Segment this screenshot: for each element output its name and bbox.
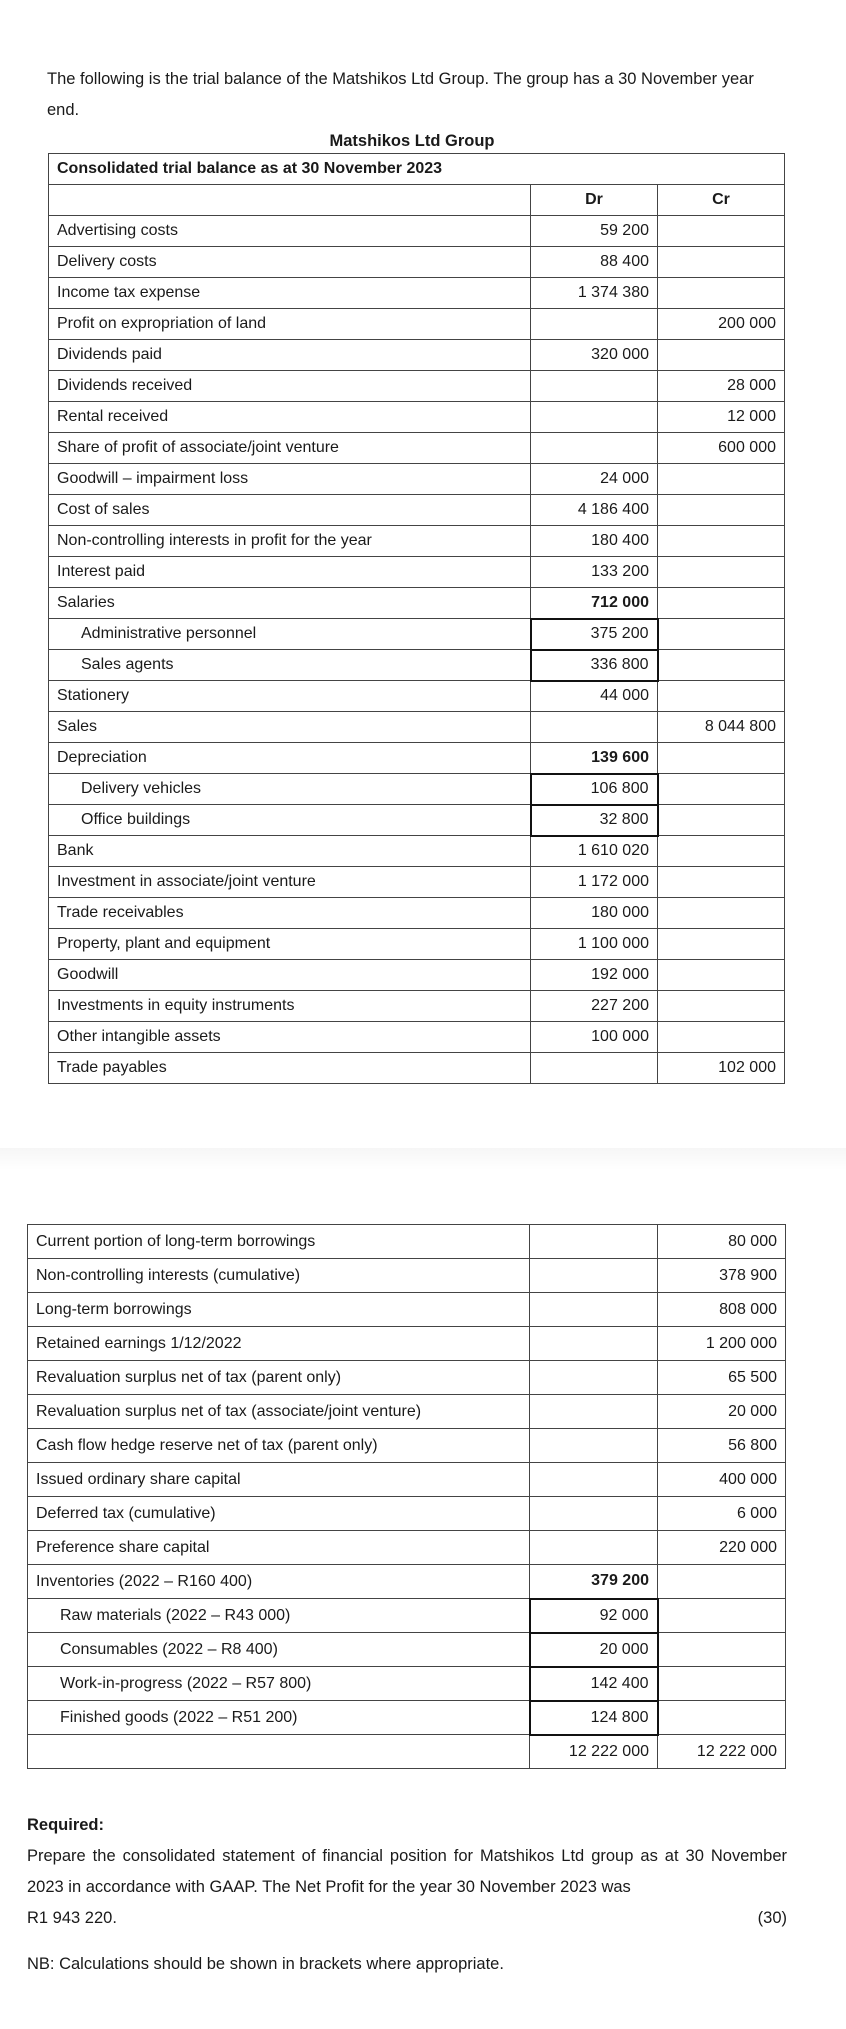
table-row <box>49 278 785 309</box>
row-cr-amount: 28 000 <box>658 371 785 402</box>
row-dr-amount: 180 400 <box>531 526 658 557</box>
table-row <box>28 1361 786 1395</box>
row-label: Non-controlling interests in profit for the year <box>49 526 531 557</box>
table-row <box>28 1293 786 1327</box>
row-label: Investments in equity instruments <box>49 991 531 1022</box>
row-label: Rental received <box>49 402 531 433</box>
row-label: Deferred tax (cumulative) <box>28 1497 530 1531</box>
row-dr-amount: 180 000 <box>531 898 658 929</box>
row-cr-amount <box>658 805 785 836</box>
table-row <box>49 774 785 805</box>
table-row <box>28 1667 786 1701</box>
row-dr-amount: 379 200 <box>530 1565 658 1599</box>
table-row <box>49 991 785 1022</box>
row-cr-amount <box>658 929 785 960</box>
row-label: Advertising costs <box>49 216 531 247</box>
row-dr-amount: 336 800 <box>531 650 658 681</box>
trial-balance-table-part2 <box>27 1224 786 1769</box>
row-cr-amount <box>658 774 785 805</box>
table-row <box>49 216 785 247</box>
table-header-row <box>49 185 785 216</box>
table-row <box>28 1633 786 1667</box>
row-label: Retained earnings 1/12/2022 <box>28 1327 530 1361</box>
table-row <box>28 1429 786 1463</box>
row-label: Consumables (2022 – R8 400) <box>28 1633 530 1667</box>
table-row <box>49 712 785 743</box>
row-label: Trade receivables <box>49 898 531 929</box>
row-cr-amount <box>658 247 785 278</box>
row-label: Goodwill – impairment loss <box>49 464 531 495</box>
row-cr-amount <box>658 619 785 650</box>
row-label: Inventories (2022 – R160 400) <box>28 1565 530 1599</box>
table-row <box>49 247 785 278</box>
table-row <box>49 1053 785 1084</box>
row-cr-amount <box>658 1633 786 1667</box>
marks: (30) <box>757 1909 787 1927</box>
page-break <box>0 1148 846 1170</box>
row-dr-amount: 1 374 380 <box>531 278 658 309</box>
row-label: Work-in-progress (2022 – R57 800) <box>28 1667 530 1701</box>
row-cr-amount <box>658 1599 786 1633</box>
row-dr-amount <box>531 433 658 464</box>
table-row <box>49 495 785 526</box>
required-amount-line <box>27 1903 787 1934</box>
required-section <box>27 1810 787 1934</box>
row-cr-amount: 102 000 <box>658 1053 785 1084</box>
row-dr-amount <box>530 1497 658 1531</box>
row-cr-amount <box>658 526 785 557</box>
table-row <box>49 433 785 464</box>
row-dr-amount: 227 200 <box>531 991 658 1022</box>
table-row <box>28 1599 786 1633</box>
header-dr: Dr <box>531 185 658 216</box>
row-cr-amount <box>658 1701 786 1735</box>
row-label: Issued ordinary share capital <box>28 1463 530 1497</box>
row-label: Delivery vehicles <box>49 774 531 805</box>
table-row <box>49 309 785 340</box>
row-dr-amount: 20 000 <box>530 1633 658 1667</box>
row-cr-amount <box>658 216 785 247</box>
row-label: Revaluation surplus net of tax (associate/joint venture) <box>28 1395 530 1429</box>
row-cr-amount: 65 500 <box>658 1361 786 1395</box>
table-row <box>49 650 785 681</box>
row-cr-amount <box>658 340 785 371</box>
row-cr-amount <box>658 960 785 991</box>
row-dr-amount <box>531 371 658 402</box>
header-cr: Cr <box>658 185 785 216</box>
total-dr: 12 222 000 <box>530 1735 658 1769</box>
totals-row <box>28 1735 786 1769</box>
table-row <box>28 1565 786 1599</box>
table-row <box>28 1701 786 1735</box>
row-dr-amount: 712 000 <box>531 588 658 619</box>
row-dr-amount: 106 800 <box>531 774 658 805</box>
net-profit-amount: R1 943 220. <box>27 1909 117 1927</box>
row-label: Delivery costs <box>49 247 531 278</box>
row-cr-amount: 220 000 <box>658 1531 786 1565</box>
row-dr-amount: 320 000 <box>531 340 658 371</box>
row-cr-amount <box>658 867 785 898</box>
row-label: Property, plant and equipment <box>49 929 531 960</box>
row-dr-amount: 1 172 000 <box>531 867 658 898</box>
table-row <box>49 619 785 650</box>
trial-balance-table-part1 <box>48 153 785 1084</box>
row-cr-amount <box>658 898 785 929</box>
table-row <box>49 743 785 774</box>
row-label: Non-controlling interests (cumulative) <box>28 1259 530 1293</box>
row-dr-amount <box>530 1225 658 1259</box>
row-cr-amount: 80 000 <box>658 1225 786 1259</box>
table-row <box>28 1463 786 1497</box>
row-label: Raw materials (2022 – R43 000) <box>28 1599 530 1633</box>
table-row <box>49 805 785 836</box>
intro-paragraph: The following is the trial balance of the Matshikos Ltd Group. The group has a 30 November year end. <box>47 70 754 119</box>
row-dr-amount: 139 600 <box>531 743 658 774</box>
row-label: Administrative personnel <box>49 619 531 650</box>
row-cr-amount <box>658 495 785 526</box>
row-label: Other intangible assets <box>49 1022 531 1053</box>
row-dr-amount <box>530 1361 658 1395</box>
row-dr-amount: 124 800 <box>530 1701 658 1735</box>
nb-note: NB: Calculations should be shown in brackets where appropriate. <box>27 1955 504 1973</box>
row-label: Dividends received <box>49 371 531 402</box>
row-label: Depreciation <box>49 743 531 774</box>
totals-label-cell <box>28 1735 530 1769</box>
row-dr-amount: 375 200 <box>531 619 658 650</box>
group-name: Matshikos Ltd Group <box>329 132 495 150</box>
row-label: Office buildings <box>49 805 531 836</box>
row-dr-amount <box>530 1395 658 1429</box>
row-cr-amount <box>658 991 785 1022</box>
table-row <box>28 1531 786 1565</box>
table-row <box>28 1225 786 1259</box>
row-dr-amount <box>530 1429 658 1463</box>
table-row <box>49 929 785 960</box>
row-label: Salaries <box>49 588 531 619</box>
row-cr-amount: 600 000 <box>658 433 785 464</box>
row-label: Interest paid <box>49 557 531 588</box>
row-label: Profit on expropriation of land <box>49 309 531 340</box>
row-cr-amount: 1 200 000 <box>658 1327 786 1361</box>
row-label: Sales agents <box>49 650 531 681</box>
row-cr-amount: 378 900 <box>658 1259 786 1293</box>
row-dr-amount: 142 400 <box>530 1667 658 1701</box>
row-label: Bank <box>49 836 531 867</box>
row-cr-amount: 12 000 <box>658 402 785 433</box>
table-row <box>49 898 785 929</box>
row-dr-amount: 1 100 000 <box>531 929 658 960</box>
row-label: Preference share capital <box>28 1531 530 1565</box>
row-cr-amount: 20 000 <box>658 1395 786 1429</box>
row-label: Finished goods (2022 – R51 200) <box>28 1701 530 1735</box>
row-dr-amount <box>530 1259 658 1293</box>
table-row <box>49 1022 785 1053</box>
row-cr-amount: 808 000 <box>658 1293 786 1327</box>
row-cr-amount <box>658 588 785 619</box>
required-text: Prepare the consolidated statement of financial position for Matshikos Ltd group as at 30 November 2023 in accordance with GAAP. The Net Profit for the year 30 November 2023 was <box>27 1847 787 1896</box>
row-dr-amount <box>531 712 658 743</box>
row-cr-amount <box>658 650 785 681</box>
table-row <box>49 867 785 898</box>
row-label: Revaluation surplus net of tax (parent only) <box>28 1361 530 1395</box>
row-label: Trade payables <box>49 1053 531 1084</box>
table-row <box>49 836 785 867</box>
table-row <box>49 960 785 991</box>
row-dr-amount: 24 000 <box>531 464 658 495</box>
table-title-row <box>49 154 785 185</box>
row-dr-amount <box>530 1293 658 1327</box>
row-dr-amount <box>531 1053 658 1084</box>
row-cr-amount <box>658 836 785 867</box>
row-label: Income tax expense <box>49 278 531 309</box>
row-dr-amount <box>530 1463 658 1497</box>
row-dr-amount: 100 000 <box>531 1022 658 1053</box>
row-label: Share of profit of associate/joint venture <box>49 433 531 464</box>
table-row <box>49 588 785 619</box>
row-dr-amount <box>531 402 658 433</box>
row-label: Stationery <box>49 681 531 712</box>
row-cr-amount: 200 000 <box>658 309 785 340</box>
row-dr-amount <box>530 1531 658 1565</box>
row-label: Cost of sales <box>49 495 531 526</box>
row-label: Goodwill <box>49 960 531 991</box>
table-row <box>28 1327 786 1361</box>
table-row <box>28 1395 786 1429</box>
header-label-cell <box>49 185 531 216</box>
row-label: Dividends paid <box>49 340 531 371</box>
row-dr-amount: 92 000 <box>530 1599 658 1633</box>
row-cr-amount: 400 000 <box>658 1463 786 1497</box>
row-dr-amount: 4 186 400 <box>531 495 658 526</box>
row-dr-amount: 1 610 020 <box>531 836 658 867</box>
row-dr-amount: 32 800 <box>531 805 658 836</box>
table-row <box>49 402 785 433</box>
row-cr-amount <box>658 278 785 309</box>
table-row <box>49 526 785 557</box>
row-dr-amount <box>530 1327 658 1361</box>
total-cr: 12 222 000 <box>658 1735 786 1769</box>
row-cr-amount <box>658 743 785 774</box>
row-cr-amount <box>658 681 785 712</box>
row-dr-amount: 192 000 <box>531 960 658 991</box>
row-label: Sales <box>49 712 531 743</box>
row-dr-amount: 88 400 <box>531 247 658 278</box>
table-row <box>28 1259 786 1293</box>
table-row <box>28 1497 786 1531</box>
table-title: Consolidated trial balance as at 30 November 2023 <box>49 154 785 185</box>
row-cr-amount: 8 044 800 <box>658 712 785 743</box>
row-dr-amount <box>531 309 658 340</box>
table-row <box>49 371 785 402</box>
row-cr-amount <box>658 557 785 588</box>
table-row <box>49 340 785 371</box>
row-label: Cash flow hedge reserve net of tax (parent only) <box>28 1429 530 1463</box>
row-dr-amount: 59 200 <box>531 216 658 247</box>
row-cr-amount: 6 000 <box>658 1497 786 1531</box>
row-dr-amount: 133 200 <box>531 557 658 588</box>
required-heading: Required: <box>27 1816 105 1834</box>
row-cr-amount <box>658 1022 785 1053</box>
table-row <box>49 557 785 588</box>
row-dr-amount: 44 000 <box>531 681 658 712</box>
row-label: Long-term borrowings <box>28 1293 530 1327</box>
row-label: Investment in associate/joint venture <box>49 867 531 898</box>
row-cr-amount: 56 800 <box>658 1429 786 1463</box>
table-row <box>49 464 785 495</box>
row-cr-amount <box>658 1565 786 1599</box>
row-cr-amount <box>658 464 785 495</box>
row-cr-amount <box>658 1667 786 1701</box>
row-label: Current portion of long-term borrowings <box>28 1225 530 1259</box>
table-row <box>49 681 785 712</box>
